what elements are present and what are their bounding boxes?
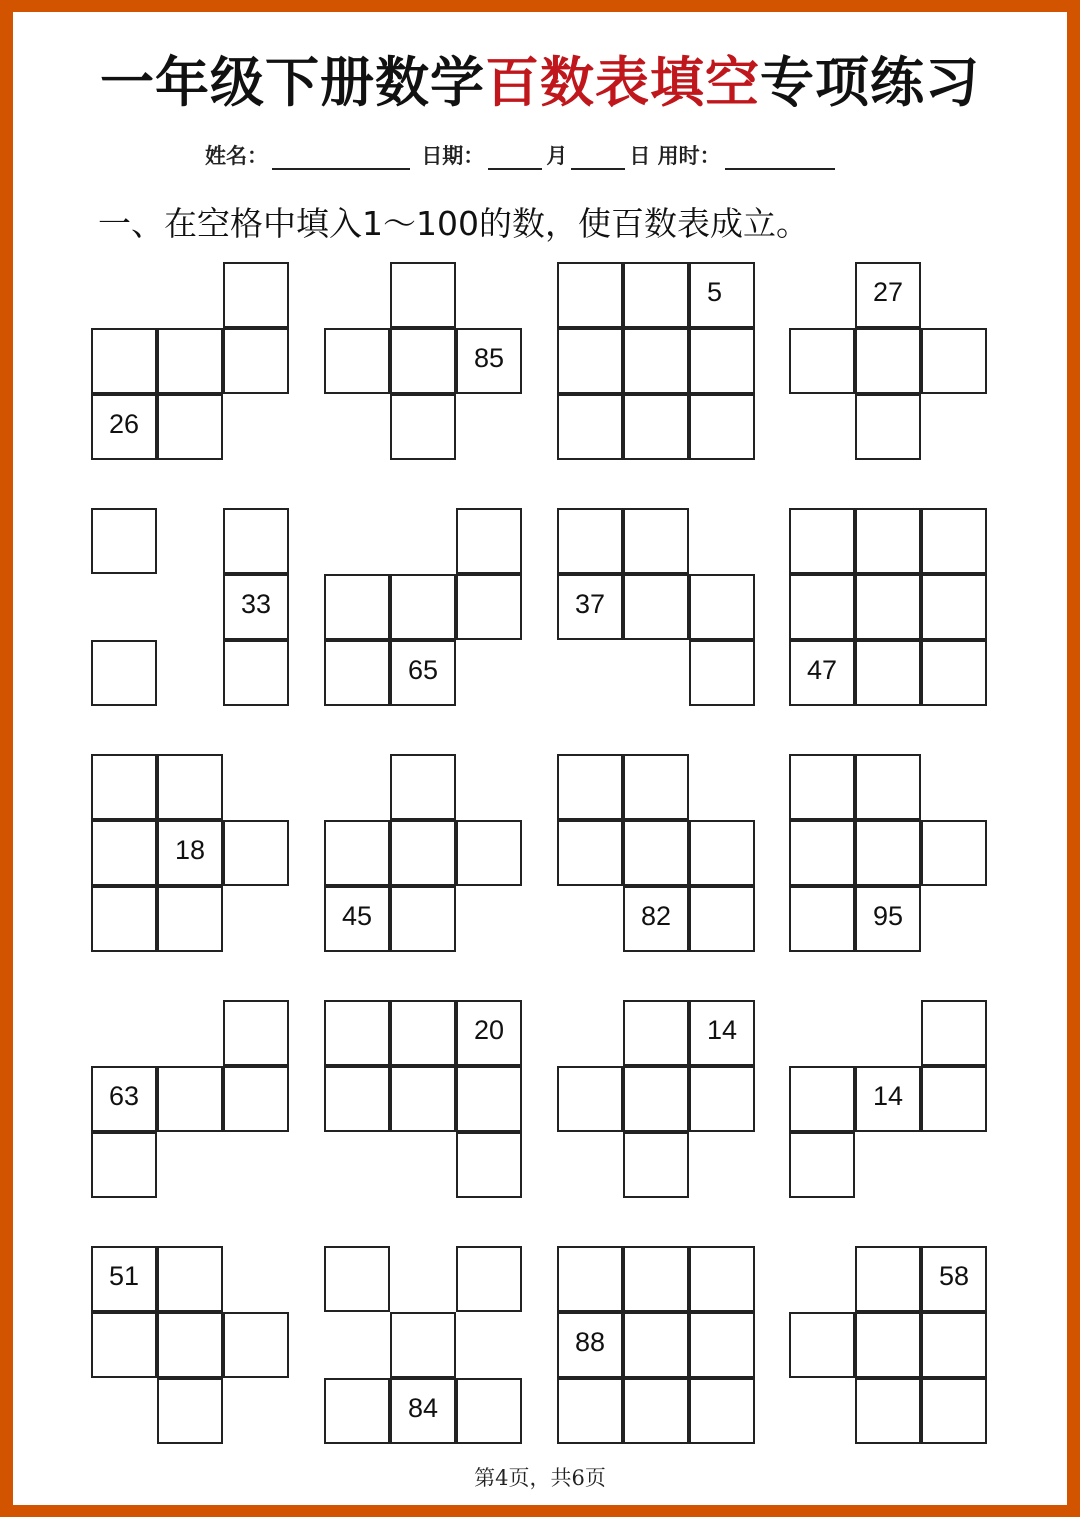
blank-cell[interactable] — [789, 1312, 855, 1378]
blank-cell[interactable] — [689, 640, 755, 706]
blank-cell[interactable] — [157, 754, 223, 820]
blank-cell[interactable] — [789, 1066, 855, 1132]
blank-cell[interactable] — [390, 1000, 456, 1066]
blank-cell[interactable] — [324, 574, 390, 640]
blank-cell[interactable] — [91, 1312, 157, 1378]
page-title — [0, 40, 1080, 117]
blank-cell[interactable] — [689, 1066, 755, 1132]
given-number: 33 — [241, 589, 272, 619]
given-number: 47 — [807, 655, 838, 685]
blank-cell[interactable] — [855, 640, 921, 706]
given-number-cell — [689, 1000, 755, 1066]
blank-cell[interactable] — [324, 640, 390, 706]
blank-cell[interactable] — [557, 262, 623, 328]
blank-cell[interactable] — [91, 508, 157, 574]
blank-cell[interactable] — [324, 1000, 390, 1066]
blank-cell[interactable] — [390, 820, 456, 886]
given-number: 63 — [109, 1081, 140, 1111]
given-number-cell — [855, 262, 921, 328]
blank-cell[interactable] — [456, 1132, 522, 1198]
given-number: 58 — [939, 1261, 970, 1291]
given-number-cell — [324, 886, 390, 952]
blank-cell[interactable] — [223, 328, 289, 394]
given-number-cell — [91, 1246, 157, 1312]
blank-cell[interactable] — [921, 1378, 987, 1444]
blank-cell[interactable] — [789, 574, 855, 640]
blank-cell[interactable] — [157, 1312, 223, 1378]
blank-cell[interactable] — [921, 820, 987, 886]
given-number-cell — [456, 328, 522, 394]
blank-cell[interactable] — [623, 328, 689, 394]
blank-cell[interactable] — [456, 820, 522, 886]
blank-cell[interactable] — [689, 394, 755, 460]
blank-cell[interactable] — [456, 574, 522, 640]
name-blank[interactable] — [272, 146, 410, 170]
blank-cell[interactable] — [324, 328, 390, 394]
blank-cell[interactable] — [157, 328, 223, 394]
blank-cell[interactable] — [921, 640, 987, 706]
blank-cell[interactable] — [157, 886, 223, 952]
given-number-cell — [855, 886, 921, 952]
blank-cell[interactable] — [789, 820, 855, 886]
month-label: 月 — [546, 144, 568, 168]
day-blank[interactable] — [571, 146, 625, 170]
blank-cell[interactable] — [91, 820, 157, 886]
blank-cell[interactable] — [390, 394, 456, 460]
blank-cell[interactable] — [557, 1378, 623, 1444]
blank-cell[interactable] — [855, 1312, 921, 1378]
blank-cell[interactable] — [223, 820, 289, 886]
blank-cell[interactable] — [456, 1066, 522, 1132]
blank-cell[interactable] — [223, 1312, 289, 1378]
given-number: 20 — [474, 1015, 505, 1045]
page-footer: 第4页，共6页 — [474, 1466, 606, 1490]
blank-cell[interactable] — [157, 1066, 223, 1132]
blank-cell[interactable] — [456, 508, 522, 574]
blank-cell[interactable] — [324, 820, 390, 886]
blank-cell[interactable] — [324, 1246, 390, 1312]
given-number: 84 — [408, 1393, 439, 1423]
month-blank[interactable] — [488, 146, 542, 170]
blank-cell[interactable] — [855, 1246, 921, 1312]
blank-cell[interactable] — [91, 1132, 157, 1198]
blank-cell[interactable] — [855, 394, 921, 460]
blank-cell[interactable] — [623, 1378, 689, 1444]
blank-cell[interactable] — [921, 508, 987, 574]
blank-cell[interactable] — [623, 754, 689, 820]
blank-cell[interactable] — [157, 1246, 223, 1312]
blank-cell[interactable] — [789, 754, 855, 820]
blank-cell[interactable] — [855, 328, 921, 394]
blank-cell[interactable] — [557, 1246, 623, 1312]
title-part1: 一年级下册数学 — [100, 51, 485, 114]
blank-cell[interactable] — [390, 262, 456, 328]
given-number-cell — [390, 640, 456, 706]
blank-cell[interactable] — [223, 1066, 289, 1132]
blank-cell[interactable] — [623, 1132, 689, 1198]
blank-cell[interactable] — [623, 574, 689, 640]
blank-cell[interactable] — [390, 886, 456, 952]
blank-cell[interactable] — [390, 328, 456, 394]
blank-cell[interactable] — [789, 328, 855, 394]
student-info-line — [205, 140, 839, 170]
blank-cell[interactable] — [789, 508, 855, 574]
blank-cell[interactable] — [921, 1000, 987, 1066]
blank-cell[interactable] — [557, 508, 623, 574]
blank-cell[interactable] — [557, 820, 623, 886]
given-number: 65 — [408, 655, 439, 685]
blank-cell[interactable] — [91, 640, 157, 706]
blank-cell[interactable] — [390, 754, 456, 820]
given-number-cell — [855, 1066, 921, 1132]
given-number: 82 — [641, 901, 672, 931]
blank-cell[interactable] — [855, 1378, 921, 1444]
given-number: 26 — [109, 409, 140, 439]
blank-cell[interactable] — [789, 886, 855, 952]
time-blank[interactable] — [725, 146, 835, 170]
given-number: 88 — [575, 1327, 606, 1357]
given-number-cell — [91, 394, 157, 460]
blank-cell[interactable] — [623, 1246, 689, 1312]
blank-cell[interactable] — [921, 1066, 987, 1132]
given-number: 37 — [575, 589, 606, 619]
blank-cell[interactable] — [557, 1066, 623, 1132]
blank-cell[interactable] — [390, 1066, 456, 1132]
blank-cell[interactable] — [557, 754, 623, 820]
blank-cell[interactable] — [223, 640, 289, 706]
blank-cell[interactable] — [623, 394, 689, 460]
blank-cell[interactable] — [557, 328, 623, 394]
blank-cell[interactable] — [921, 328, 987, 394]
given-number: 14 — [707, 1015, 738, 1045]
given-number: 27 — [873, 277, 904, 307]
given-number: 85 — [474, 343, 505, 373]
blank-cell[interactable] — [855, 754, 921, 820]
given-number-cell — [789, 640, 855, 706]
blank-cell[interactable] — [921, 1312, 987, 1378]
blank-cell[interactable] — [91, 328, 157, 394]
blank-cell[interactable] — [223, 1000, 289, 1066]
date-label: 日期： — [421, 144, 485, 168]
blank-cell[interactable] — [689, 820, 755, 886]
blank-cell[interactable] — [623, 508, 689, 574]
blank-cell[interactable] — [623, 1312, 689, 1378]
given-number-cell — [390, 1378, 456, 1444]
blank-cell[interactable] — [91, 886, 157, 952]
blank-cell[interactable] — [324, 1378, 390, 1444]
given-number-cell — [921, 1246, 987, 1312]
blank-cell[interactable] — [623, 820, 689, 886]
given-number: 45 — [342, 901, 373, 931]
blank-cell[interactable] — [324, 1066, 390, 1132]
blank-cell[interactable] — [623, 1000, 689, 1066]
blank-cell[interactable] — [689, 886, 755, 952]
instruction-text: 一、在空格中填入1～100的数，使百数表成立。 — [98, 204, 809, 243]
given-number: 18 — [175, 835, 206, 865]
blank-cell[interactable] — [157, 394, 223, 460]
day-label: 日 — [629, 144, 651, 168]
given-number-cell — [91, 1066, 157, 1132]
blank-cell[interactable] — [91, 754, 157, 820]
blank-cell[interactable] — [223, 262, 289, 328]
blank-cell[interactable] — [689, 1312, 755, 1378]
blank-cell[interactable] — [855, 508, 921, 574]
blank-cell[interactable] — [623, 1066, 689, 1132]
name-label: 姓名： — [205, 144, 268, 168]
blank-cell[interactable] — [689, 1378, 755, 1444]
title-highlight: 百数表填空 — [485, 51, 760, 114]
blank-cell[interactable] — [223, 508, 289, 574]
given-number-cell — [557, 1312, 623, 1378]
blank-cell[interactable] — [689, 574, 755, 640]
blank-cell[interactable] — [456, 1378, 522, 1444]
blank-cell[interactable] — [855, 820, 921, 886]
given-number-cell — [157, 820, 223, 886]
blank-cell[interactable] — [855, 574, 921, 640]
given-number-cell — [623, 886, 689, 952]
blank-cell[interactable] — [623, 262, 689, 328]
given-number: 5 — [707, 277, 723, 307]
time-label: 用时： — [657, 144, 721, 168]
blank-cell[interactable] — [789, 1132, 855, 1198]
blank-cell[interactable] — [390, 574, 456, 640]
given-number: 14 — [873, 1081, 904, 1111]
given-number: 51 — [109, 1261, 140, 1291]
blank-cell[interactable] — [921, 574, 987, 640]
blank-cell[interactable] — [456, 1246, 522, 1312]
blank-cell[interactable] — [689, 328, 755, 394]
blank-cell[interactable] — [390, 1312, 456, 1378]
given-number-cell — [223, 574, 289, 640]
blank-cell[interactable] — [557, 394, 623, 460]
blank-cell[interactable] — [157, 1378, 223, 1444]
given-number-cell — [456, 1000, 522, 1066]
title-part2: 专项练习 — [760, 51, 980, 114]
given-number: 95 — [873, 901, 904, 931]
blank-cell[interactable] — [689, 1246, 755, 1312]
given-number-cell — [557, 574, 623, 640]
given-number-cell — [689, 262, 755, 328]
